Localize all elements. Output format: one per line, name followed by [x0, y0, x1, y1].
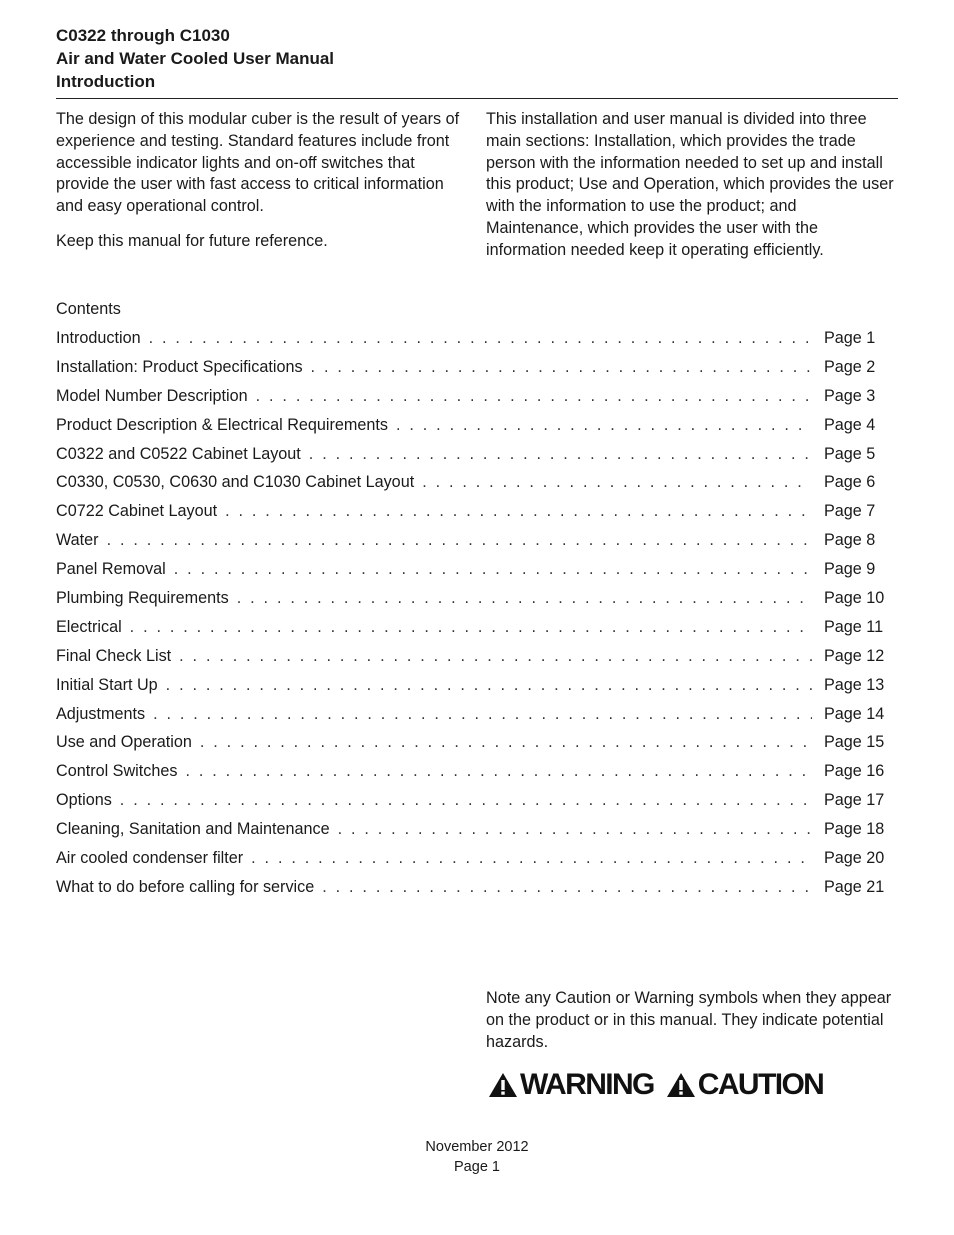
intro-right-column [486, 109, 898, 262]
toc-dot-leader [122, 613, 812, 642]
warning-triangle-icon [488, 1072, 518, 1098]
footer-date: November 2012 [425, 1139, 529, 1155]
toc-entry-title: Options [56, 791, 112, 810]
hazard-symbols [488, 1068, 823, 1102]
toc-dot-leader [141, 324, 812, 353]
toc-entry [56, 844, 888, 873]
toc-dot-leader [217, 497, 812, 526]
toc-entry-page: Page 6 [824, 473, 876, 492]
toc-entry [56, 411, 888, 440]
intro-left-column [56, 109, 471, 253]
toc-entry-title: Electrical [56, 617, 122, 636]
toc-entry-title: Panel Removal [56, 560, 166, 579]
toc-entry [56, 613, 888, 642]
caution-symbol [666, 1068, 823, 1102]
toc-dot-leader [414, 468, 812, 497]
toc-entry-page: Page 7 [824, 502, 876, 521]
toc-dot-leader [192, 728, 812, 757]
toc-entry [56, 700, 888, 729]
toc-entry-title: Product Description & Electrical Requirements [56, 415, 388, 434]
toc-entry-title: Cleaning, Sanitation and Maintenance [56, 820, 330, 839]
header-model-range: C0322 through C1030 [56, 26, 230, 45]
intro-paragraph: The design of this modular cuber is the result of years of experience and testing. Standard features include front accessible indicator lights and on-off switches that provide the user with fast access to critical information and easy operational control. [56, 110, 460, 216]
toc-entry-title: Model Number Description [56, 386, 248, 405]
toc-entry [56, 728, 888, 757]
table-of-contents [56, 296, 888, 902]
toc-entry-page: Page 15 [824, 733, 885, 752]
toc-entry-title: C0722 Cabinet Layout [56, 502, 218, 521]
toc-entry-title: Final Check List [56, 646, 172, 665]
toc-entry-page: Page 1 [824, 329, 876, 347]
toc-entry-title: Air cooled condenser filter [56, 849, 244, 868]
toc-dot-leader [303, 353, 812, 382]
toc-entry-page: Page 2 [824, 357, 876, 376]
toc-entry [56, 584, 888, 613]
toc-entry-page: Page 21 [824, 877, 885, 896]
toc-entry-page: Page 11 [824, 617, 884, 636]
caution-label: CAUTION [697, 1068, 824, 1101]
toc-entry-page: Page 3 [824, 386, 876, 405]
toc-entry-title: Initial Start Up [56, 675, 158, 694]
toc-entry-page: Page 16 [824, 762, 885, 781]
toc-dot-leader [145, 700, 812, 729]
footer-page-number: Page 1 [454, 1158, 500, 1175]
toc-entry [56, 642, 888, 671]
toc-dot-leader [229, 584, 812, 613]
toc-dot-leader [243, 844, 812, 873]
header-manual-title: Air and Water Cooled User Manual [56, 49, 335, 68]
toc-entry [56, 815, 888, 844]
page-header [56, 24, 898, 93]
toc-entry-title: Control Switches [56, 762, 178, 781]
toc-dot-leader [171, 642, 812, 671]
toc-entry-page: Page 8 [824, 531, 876, 550]
warning-triangle-icon [666, 1072, 696, 1098]
toc-entry-page: Page 20 [824, 849, 885, 868]
manual-sections-paragraph: This installation and user manual is divided into three main sections: Installation, which provides the trade person with the information needed to set up and install this product; Use and Operation, which provides the user with the information to use the product; and Maintenance, which provides the user with the information needed keep it operating efficiently. [486, 110, 894, 259]
toc-entry [56, 671, 888, 700]
toc-entry-title: C0322 and C0522 Cabinet Layout [56, 444, 301, 463]
toc-entry-title: Adjustments [56, 704, 146, 723]
toc-dot-leader [177, 757, 812, 786]
toc-entry-page: Page 4 [824, 415, 876, 434]
toc-dot-leader [158, 671, 812, 700]
toc-dot-leader [330, 815, 812, 844]
toc-dot-leader [166, 555, 812, 584]
toc-entry [56, 757, 888, 786]
toc-entry [56, 555, 888, 584]
toc-entry-page: Page 18 [824, 820, 885, 839]
toc-entry [56, 786, 888, 815]
toc-entry-page: Page 14 [824, 704, 885, 723]
toc-entry-title: What to do before calling for service [56, 877, 315, 896]
toc-entry-page: Page 13 [824, 675, 885, 694]
toc-entry-title: Water [56, 531, 99, 550]
toc-entry-page: Page 12 [824, 646, 885, 665]
header-section-title: Introduction [56, 72, 156, 91]
toc-entry-page: Page 17 [824, 791, 885, 810]
toc-dot-leader [314, 873, 812, 902]
toc-entry [56, 468, 888, 497]
toc-entry-title: Introduction [56, 329, 141, 347]
toc-entry-title: Installation: Product Specifications [56, 357, 303, 376]
toc-entry [56, 382, 888, 411]
toc-entry-page: Page 9 [824, 560, 876, 579]
toc-list [56, 324, 888, 902]
toc-dot-leader [248, 382, 812, 411]
toc-entry-title: C0330, C0530, C0630 and C1030 Cabinet Layout [56, 473, 415, 492]
toc-entry [56, 353, 888, 382]
toc-entry-title: Use and Operation [56, 733, 192, 752]
warning-label: WARNING [520, 1068, 654, 1101]
toc-entry [56, 526, 888, 555]
toc-dot-leader [388, 411, 812, 440]
toc-entry-page: Page 10 [824, 589, 885, 608]
toc-dot-leader [99, 526, 812, 555]
hazard-note: Note any Caution or Warning symbols when they appear on the product or in this manual. They indicate potential hazards. [486, 989, 892, 1051]
contents-heading: Contents [56, 300, 121, 318]
keep-manual-paragraph: Keep this manual for future reference. [56, 231, 328, 250]
toc-entry [56, 497, 888, 526]
toc-dot-leader [112, 786, 812, 815]
warning-symbol [488, 1068, 654, 1102]
header-divider [56, 98, 898, 99]
toc-entry [56, 440, 888, 469]
toc-entry-page: Page 5 [824, 444, 876, 463]
toc-dot-leader [301, 440, 812, 469]
toc-entry [56, 324, 888, 353]
page-footer [377, 1138, 577, 1177]
toc-entry [56, 873, 888, 902]
toc-entry-title: Plumbing Requirements [56, 589, 229, 608]
